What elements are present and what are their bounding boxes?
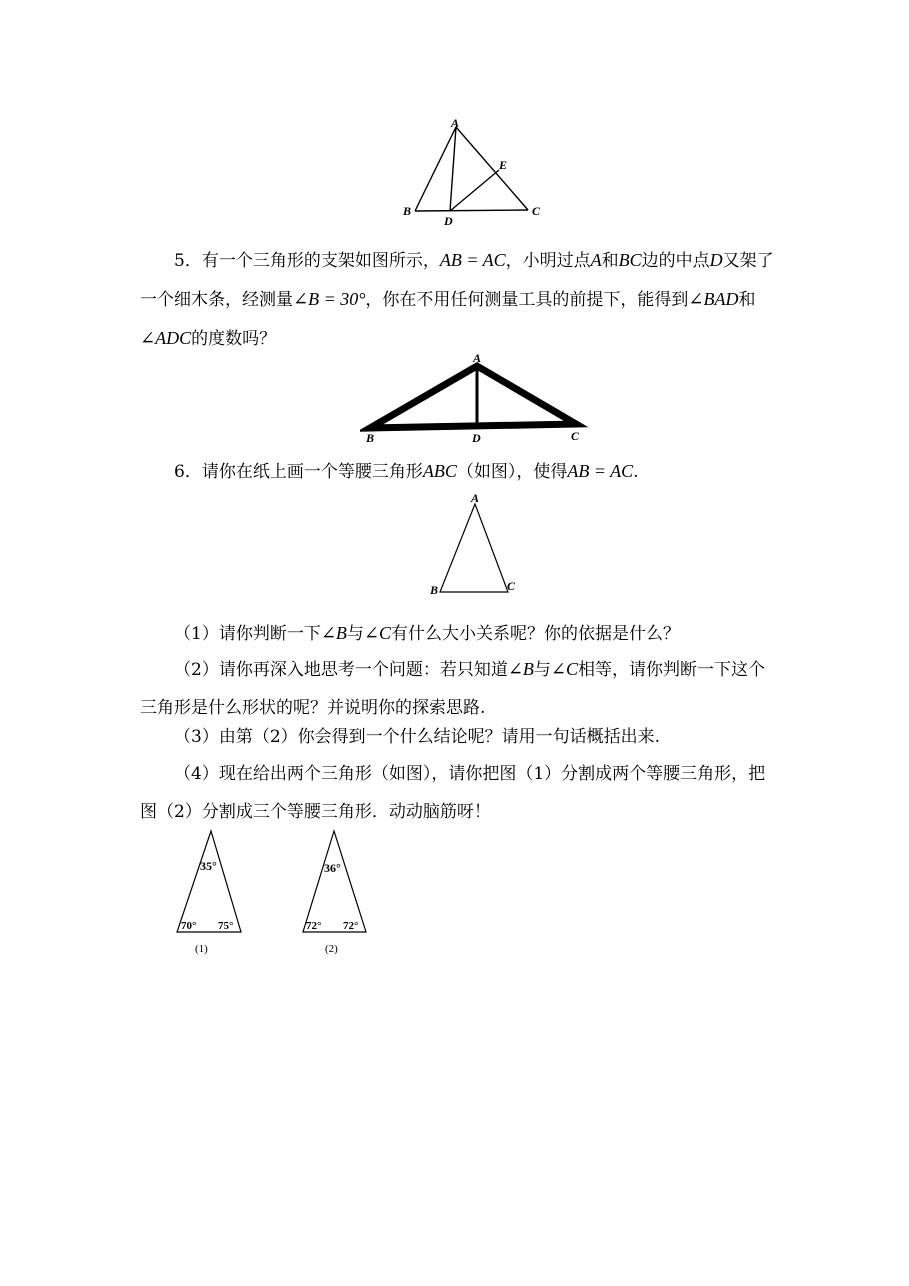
figure-truss	[360, 350, 590, 450]
angle-top: 35°	[200, 859, 217, 873]
q5-math6: ∠BAD	[688, 289, 739, 309]
label-a: A	[473, 351, 482, 365]
q5-text2: ，小明过点	[505, 251, 591, 271]
angle-right: 75°	[218, 920, 234, 932]
q6-text3: .	[633, 462, 639, 482]
label-b: B	[430, 583, 439, 597]
q5-math3: BC	[618, 250, 642, 270]
p1-math1: ∠B	[320, 623, 347, 643]
q5-text8: 的度数吗？	[191, 329, 277, 349]
q5-math7: ∠ADC	[140, 328, 192, 348]
angle-right: 72°	[343, 920, 359, 932]
label-a: A	[471, 491, 480, 505]
label-c: C	[571, 429, 580, 443]
q5-text1: 5．有一个三角形的支架如图所示，	[174, 251, 440, 271]
q5-math4: D	[709, 250, 723, 270]
part-3	[140, 718, 780, 756]
p1-math2: ∠C	[363, 623, 391, 643]
q5-text5: 又架了一个细木条，经测量	[140, 251, 774, 310]
label-c: C	[507, 579, 516, 593]
label-d: D	[472, 431, 481, 445]
p3-text: （3）由第（2）你会得到一个什么结论呢？请用一句话概括出来.	[174, 727, 661, 747]
q5-text3: 和	[601, 251, 619, 271]
p2-math2: ∠C	[550, 659, 578, 679]
question-5	[140, 241, 780, 358]
q5-math1: AB = AC	[439, 250, 506, 270]
figure-1-caption: (1)	[195, 943, 208, 955]
figure-1	[168, 826, 250, 938]
label-c: C	[532, 204, 541, 218]
q5-text6: ，你在不用任何测量工具的前提下，能得到	[365, 290, 689, 310]
q5-text4: 边的中点	[641, 251, 710, 271]
label-d: D	[444, 214, 453, 228]
figure-isosceles	[425, 488, 525, 603]
p2-text3: 相等，请你判断一下这个三角形是什么形状的呢？并说明你的探索思路.	[140, 660, 765, 718]
q5-text7: 和	[738, 290, 756, 310]
part-4	[140, 755, 780, 831]
p1-text3: 有什么大小关系呢？你的依据是什么？	[391, 624, 680, 644]
q5-math2: A	[590, 250, 602, 270]
angle-left: 70°	[181, 920, 197, 932]
part-2	[140, 650, 780, 727]
figure-triangle-ade	[395, 115, 555, 230]
angle-left: 72°	[306, 920, 322, 932]
q6-text1: 6．请你在纸上画一个等腰三角形	[174, 462, 423, 482]
part-1	[140, 614, 780, 653]
label-a: A	[451, 116, 460, 130]
p2-text1: （2）请你再深入地思考一个问题：若只知道	[174, 660, 508, 680]
question-6	[140, 452, 780, 491]
label-b: B	[403, 204, 412, 218]
figure-2-caption: (2)	[325, 943, 338, 955]
label-b: B	[366, 431, 375, 445]
p2-math1: ∠B	[507, 659, 534, 679]
q6-text2: （如图），使得	[456, 462, 568, 482]
p1-text2: 与	[346, 624, 364, 644]
p1-text1: （1）请你判断一下	[174, 624, 321, 644]
figure-2	[296, 826, 378, 938]
q6-math1: ABC	[422, 461, 457, 481]
p4-text: （4）现在给出两个三角形（如图），请你把图（1）分割成两个等腰三角形，把图（2）分割成三个等腰三角形．动动脑筋呀！	[140, 764, 766, 822]
p2-text2: 与	[533, 660, 551, 680]
angle-top: 36°	[324, 861, 341, 875]
q5-math5: ∠B = 30°	[293, 289, 366, 309]
q6-math2: AB = AC	[567, 461, 634, 481]
label-e: E	[499, 158, 508, 172]
